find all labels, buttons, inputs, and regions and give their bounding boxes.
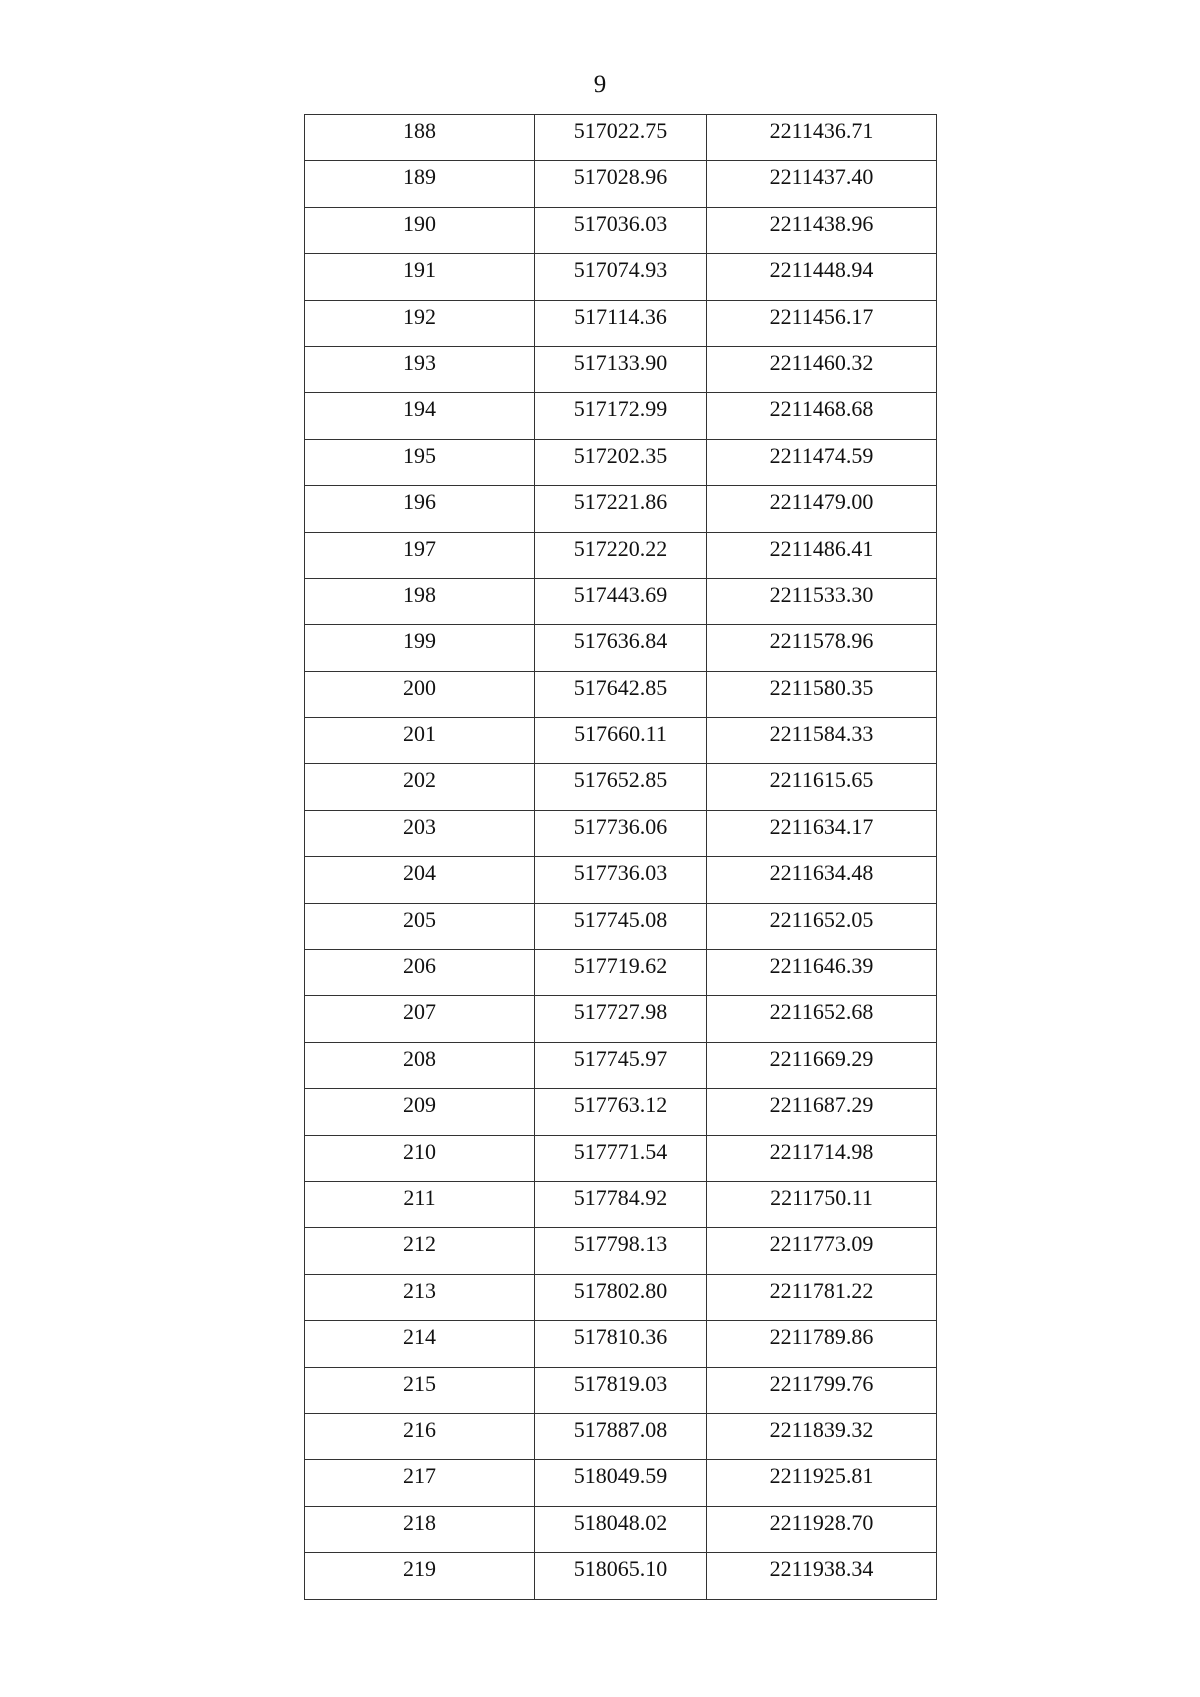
y-coordinate-cell: 2211839.32	[707, 1413, 937, 1459]
table-row	[305, 1228, 937, 1274]
x-coordinate-cell: 517221.86	[535, 486, 707, 532]
y-coordinate-cell: 2211646.39	[707, 950, 937, 996]
table-row	[305, 857, 937, 903]
table-row	[305, 950, 937, 996]
x-coordinate-cell: 517636.84	[535, 625, 707, 671]
point-number-cell: 219	[305, 1553, 535, 1599]
x-coordinate-cell: 517798.13	[535, 1228, 707, 1274]
table-row	[305, 254, 937, 300]
coordinate-table-body	[305, 115, 937, 1600]
x-coordinate-cell: 517652.85	[535, 764, 707, 810]
x-coordinate-cell: 517727.98	[535, 996, 707, 1042]
y-coordinate-cell: 2211750.11	[707, 1181, 937, 1227]
table-row	[305, 1135, 937, 1181]
x-coordinate-cell: 517660.11	[535, 718, 707, 764]
point-number-cell: 211	[305, 1181, 535, 1227]
table-row	[305, 578, 937, 624]
point-number-cell: 200	[305, 671, 535, 717]
y-coordinate-cell: 2211938.34	[707, 1553, 937, 1599]
point-number-cell: 213	[305, 1274, 535, 1320]
y-coordinate-cell: 2211580.35	[707, 671, 937, 717]
table-row	[305, 115, 937, 161]
y-coordinate-cell: 2211634.48	[707, 857, 937, 903]
point-number-cell: 194	[305, 393, 535, 439]
point-number-cell: 193	[305, 346, 535, 392]
table-row	[305, 1506, 937, 1552]
table-row	[305, 486, 937, 532]
table-row	[305, 810, 937, 856]
x-coordinate-cell: 517736.06	[535, 810, 707, 856]
x-coordinate-cell: 518065.10	[535, 1553, 707, 1599]
x-coordinate-cell: 517810.36	[535, 1321, 707, 1367]
y-coordinate-cell: 2211714.98	[707, 1135, 937, 1181]
x-coordinate-cell: 518049.59	[535, 1460, 707, 1506]
point-number-cell: 199	[305, 625, 535, 671]
point-number-cell: 202	[305, 764, 535, 810]
y-coordinate-cell: 2211479.00	[707, 486, 937, 532]
y-coordinate-cell: 2211925.81	[707, 1460, 937, 1506]
x-coordinate-cell: 517719.62	[535, 950, 707, 996]
table-row	[305, 207, 937, 253]
point-number-cell: 208	[305, 1042, 535, 1088]
point-number-cell: 198	[305, 578, 535, 624]
x-coordinate-cell: 517443.69	[535, 578, 707, 624]
point-number-cell: 189	[305, 161, 535, 207]
x-coordinate-cell: 517028.96	[535, 161, 707, 207]
x-coordinate-cell: 517763.12	[535, 1089, 707, 1135]
table-row	[305, 1321, 937, 1367]
y-coordinate-cell: 2211781.22	[707, 1274, 937, 1320]
y-coordinate-cell: 2211474.59	[707, 439, 937, 485]
table-row	[305, 625, 937, 671]
y-coordinate-cell: 2211533.30	[707, 578, 937, 624]
point-number-cell: 191	[305, 254, 535, 300]
table-row	[305, 671, 937, 717]
point-number-cell: 195	[305, 439, 535, 485]
x-coordinate-cell: 517745.97	[535, 1042, 707, 1088]
y-coordinate-cell: 2211460.32	[707, 346, 937, 392]
y-coordinate-cell: 2211584.33	[707, 718, 937, 764]
point-number-cell: 207	[305, 996, 535, 1042]
point-number-cell: 203	[305, 810, 535, 856]
point-number-cell: 188	[305, 115, 535, 161]
point-number-cell: 212	[305, 1228, 535, 1274]
table-row	[305, 300, 937, 346]
y-coordinate-cell: 2211615.65	[707, 764, 937, 810]
x-coordinate-cell: 517022.75	[535, 115, 707, 161]
x-coordinate-cell: 517771.54	[535, 1135, 707, 1181]
table-row	[305, 1181, 937, 1227]
table-row	[305, 161, 937, 207]
table-row	[305, 1413, 937, 1459]
table-row	[305, 1042, 937, 1088]
point-number-cell: 205	[305, 903, 535, 949]
y-coordinate-cell: 2211789.86	[707, 1321, 937, 1367]
x-coordinate-cell: 517036.03	[535, 207, 707, 253]
y-coordinate-cell: 2211634.17	[707, 810, 937, 856]
y-coordinate-cell: 2211437.40	[707, 161, 937, 207]
y-coordinate-cell: 2211438.96	[707, 207, 937, 253]
point-number-cell: 209	[305, 1089, 535, 1135]
x-coordinate-cell: 517736.03	[535, 857, 707, 903]
x-coordinate-cell: 517202.35	[535, 439, 707, 485]
x-coordinate-cell: 517819.03	[535, 1367, 707, 1413]
y-coordinate-cell: 2211669.29	[707, 1042, 937, 1088]
table-row	[305, 764, 937, 810]
y-coordinate-cell: 2211436.71	[707, 115, 937, 161]
point-number-cell: 218	[305, 1506, 535, 1552]
y-coordinate-cell: 2211456.17	[707, 300, 937, 346]
y-coordinate-cell: 2211468.68	[707, 393, 937, 439]
point-number-cell: 214	[305, 1321, 535, 1367]
point-number-cell: 210	[305, 1135, 535, 1181]
table-row	[305, 718, 937, 764]
point-number-cell: 217	[305, 1460, 535, 1506]
point-number-cell: 190	[305, 207, 535, 253]
x-coordinate-cell: 517114.36	[535, 300, 707, 346]
point-number-cell: 216	[305, 1413, 535, 1459]
table-row	[305, 1460, 937, 1506]
table-row	[305, 393, 937, 439]
point-number-cell: 192	[305, 300, 535, 346]
table-row	[305, 1274, 937, 1320]
x-coordinate-cell: 517745.08	[535, 903, 707, 949]
y-coordinate-cell: 2211578.96	[707, 625, 937, 671]
table-row	[305, 1367, 937, 1413]
point-number-cell: 206	[305, 950, 535, 996]
table-row	[305, 346, 937, 392]
y-coordinate-cell: 2211687.29	[707, 1089, 937, 1135]
point-number-cell: 197	[305, 532, 535, 578]
point-number-cell: 215	[305, 1367, 535, 1413]
table-row	[305, 532, 937, 578]
point-number-cell: 204	[305, 857, 535, 903]
page-number: 9	[593, 71, 607, 98]
y-coordinate-cell: 2211799.76	[707, 1367, 937, 1413]
table-row	[305, 903, 937, 949]
x-coordinate-cell: 517133.90	[535, 346, 707, 392]
y-coordinate-cell: 2211928.70	[707, 1506, 937, 1552]
x-coordinate-cell: 517074.93	[535, 254, 707, 300]
y-coordinate-cell: 2211486.41	[707, 532, 937, 578]
table-row	[305, 996, 937, 1042]
coordinate-table	[304, 114, 937, 1600]
y-coordinate-cell: 2211448.94	[707, 254, 937, 300]
x-coordinate-cell: 517802.80	[535, 1274, 707, 1320]
point-number-cell: 201	[305, 718, 535, 764]
x-coordinate-cell: 517887.08	[535, 1413, 707, 1459]
x-coordinate-cell: 518048.02	[535, 1506, 707, 1552]
point-number-cell: 196	[305, 486, 535, 532]
table-row	[305, 1089, 937, 1135]
x-coordinate-cell: 517784.92	[535, 1181, 707, 1227]
y-coordinate-cell: 2211652.05	[707, 903, 937, 949]
table-row	[305, 1553, 937, 1599]
x-coordinate-cell: 517642.85	[535, 671, 707, 717]
y-coordinate-cell: 2211773.09	[707, 1228, 937, 1274]
x-coordinate-cell: 517172.99	[535, 393, 707, 439]
x-coordinate-cell: 517220.22	[535, 532, 707, 578]
y-coordinate-cell: 2211652.68	[707, 996, 937, 1042]
table-row	[305, 439, 937, 485]
